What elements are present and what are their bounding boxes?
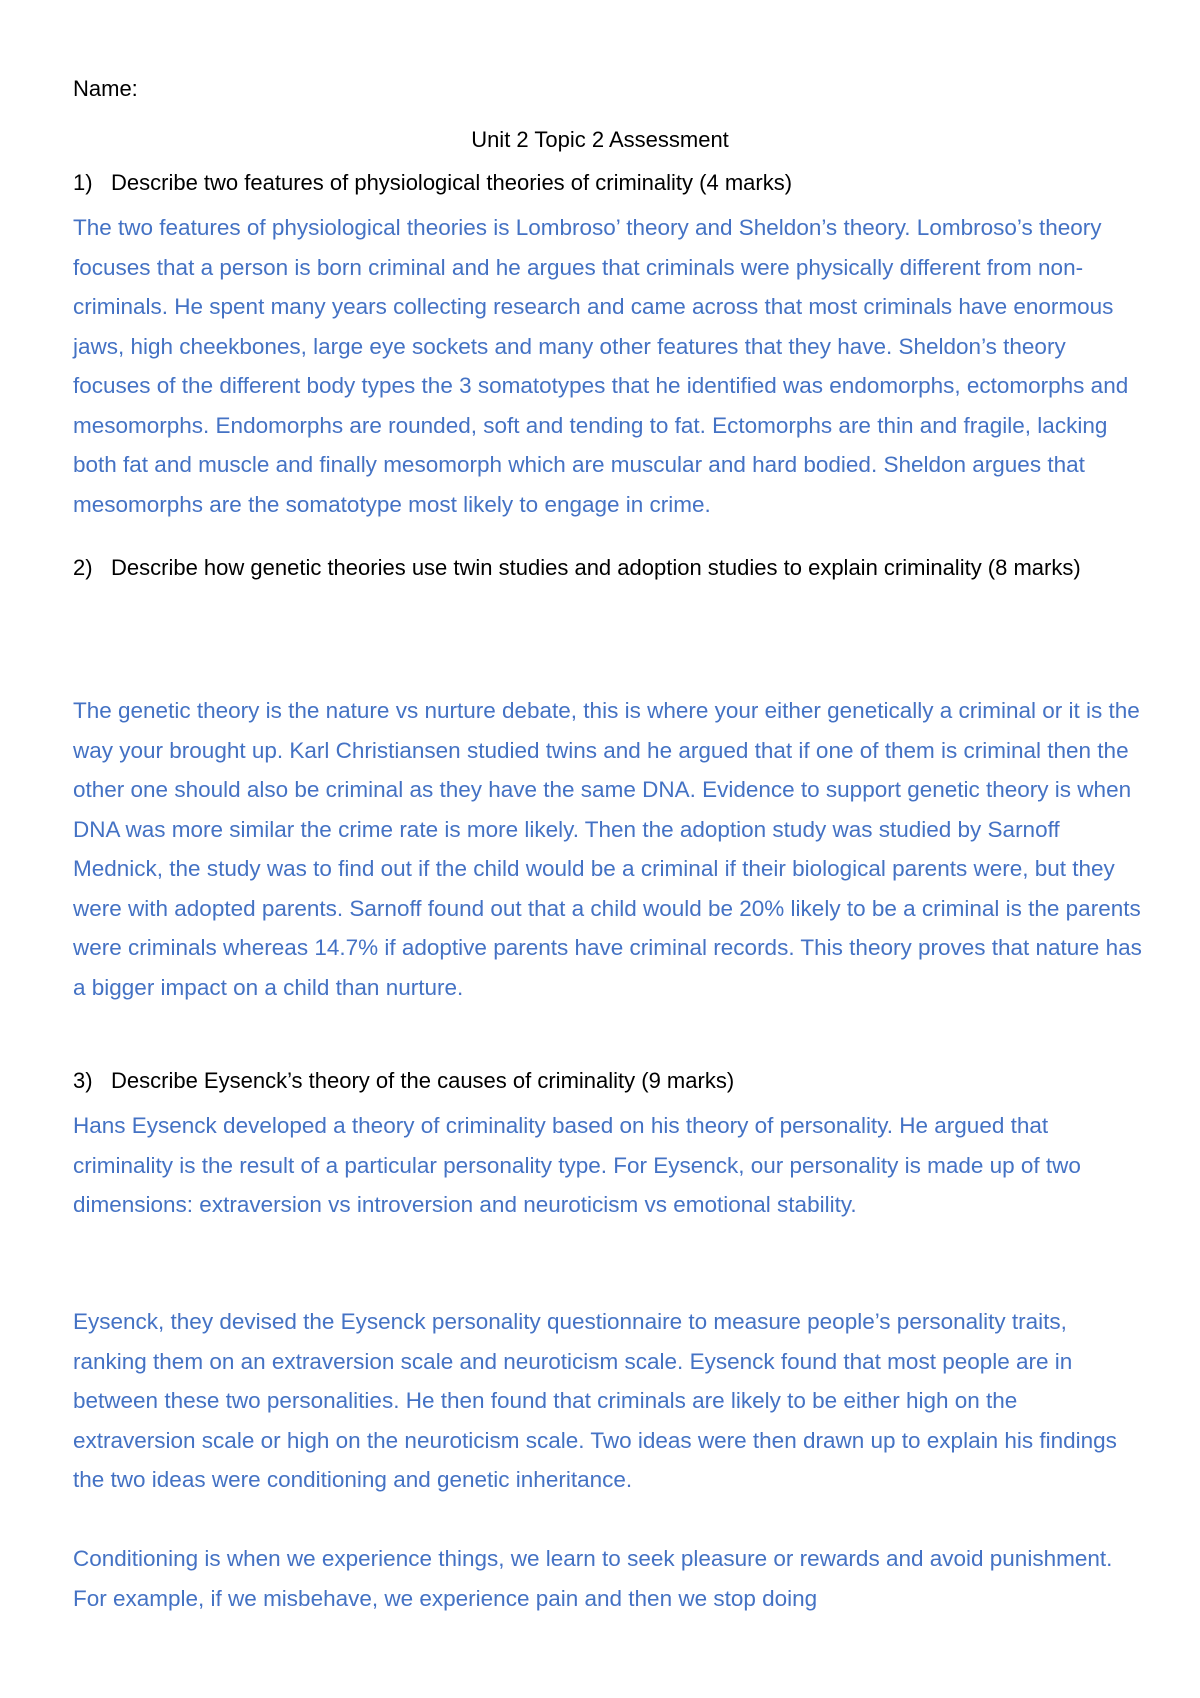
question-3 xyxy=(73,1061,1133,1101)
name-label: Name: xyxy=(73,76,138,101)
answer-2-paragraph-1: The genetic theory is the nature vs nurture debate, this is where your either genetically a criminal or it is the way your brought up. Karl Christiansen studied twins and he argued that if one of them is criminal then the other one should also be criminal as they have the same DNA. Evidence to support genetic theory is when DNA was more similar the crime rate is more likely. Then the adoption study was studied by Sarnoff Mednick, the study was to find out if the child would be a criminal if their biological parents were, but they were with adopted parents. Sarnoff found out that a child would be 20% likely to be a criminal is the parents were criminals whereas 14.7% if adoptive parents have criminal records. This theory proves that nature has a bigger impact on a child than nurture. xyxy=(73,698,1142,1000)
question-number: 3) xyxy=(73,1068,93,1093)
question-prompt: Describe how genetic theories use twin studies and adoption studies to explain criminality (8 marks) xyxy=(111,555,1081,580)
answer-1-paragraph-1: The two features of physiological theories is Lombroso’ theory and Sheldon’s theory. Lombroso’s theory focuses that a person is born criminal and he argues that criminals were physically different from non-criminals. He spent many years collecting research and came across that most criminals have enormous jaws, high cheekbones, large eye sockets and many other features that they have. Sheldon’s theory focuses of the different body types the 3 somatotypes that he identified was endomorphs, ectomorphs and mesomorphs. Endomorphs are rounded, soft and tending to fat. Ectomorphs are thin and fragile, lacking both fat and muscle and finally mesomorph which are muscular and hard bodied. Sheldon argues that mesomorphs are the somatotype most likely to engage in crime. xyxy=(73,215,1129,517)
question-1 xyxy=(73,163,1133,203)
question-number: 2) xyxy=(73,555,93,580)
question-2 xyxy=(73,548,1133,588)
question-number: 1) xyxy=(73,170,93,195)
answer-3-paragraph-2: Eysenck, they devised the Eysenck personality questionnaire to measure people’s personality traits, ranking them on an extraversion scale and neuroticism scale. Eysenck found that most people are in between these two personalities. He then found that criminals are likely to be either high on the extraversion scale or high on the neuroticism scale. Two ideas were then drawn up to explain his findings the two ideas were conditioning and genetic inheritance. xyxy=(73,1309,1117,1492)
document-title: Unit 2 Topic 2 Assessment xyxy=(471,127,729,152)
question-prompt: Describe two features of physiological theories of criminality (4 marks) xyxy=(111,170,793,195)
answer-3-paragraph-1: Hans Eysenck developed a theory of criminality based on his theory of personality. He argued that criminality is the result of a particular personality type. For Eysenck, our personality is made up of two dimensions: extraversion vs introversion and neuroticism vs emotional stability. xyxy=(73,1113,1081,1217)
question-prompt: Describe Eysenck’s theory of the causes of criminality (9 marks) xyxy=(111,1068,735,1093)
answer-3-paragraph-3: Conditioning is when we experience things, we learn to seek pleasure or rewards and avoid punishment. For example, if we misbehave, we experience pain and then we stop doing xyxy=(73,1546,1113,1611)
